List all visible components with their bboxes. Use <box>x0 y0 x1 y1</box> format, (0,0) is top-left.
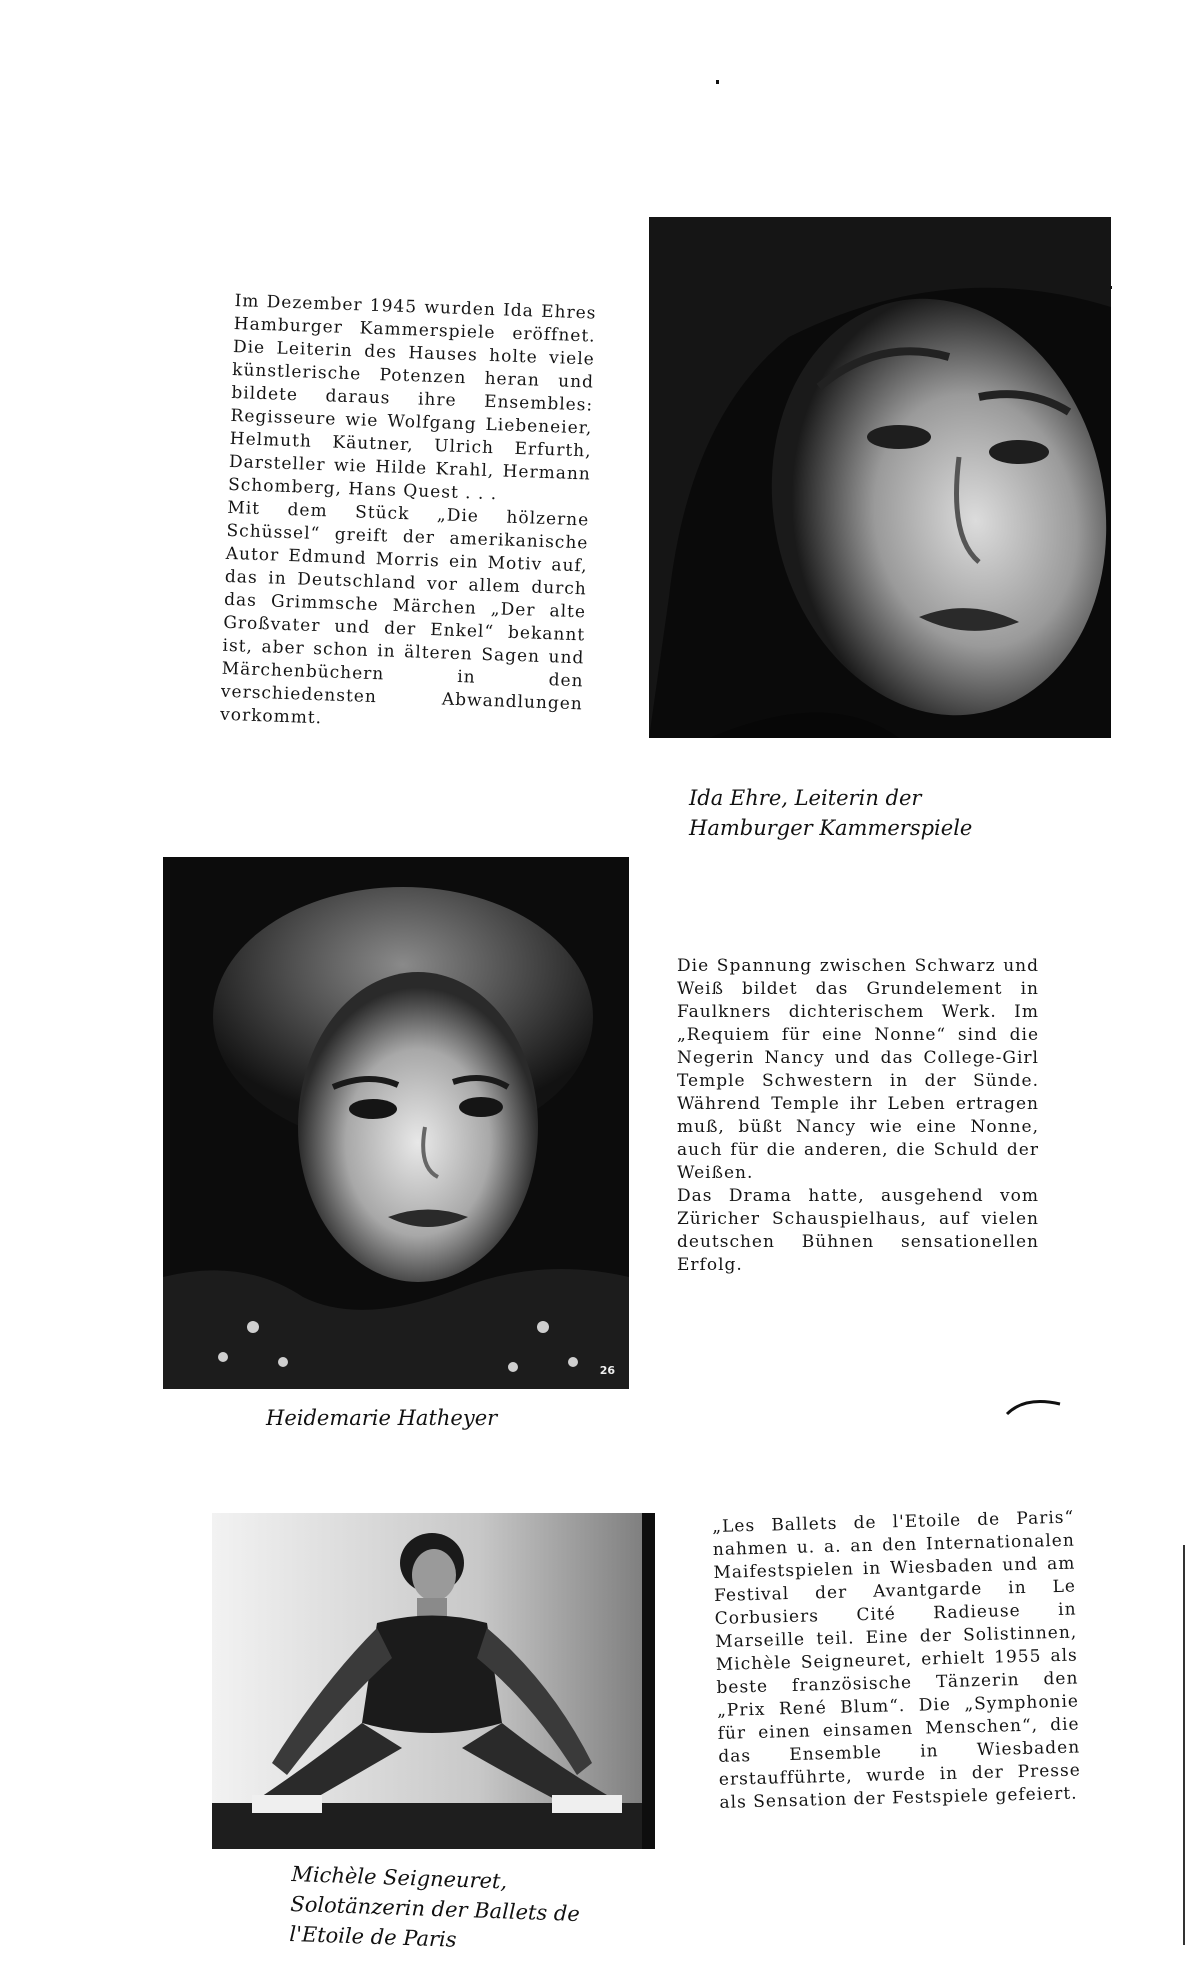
faulkner-paragraph: Die Spannung zwischen Schwarz und Weiß bildet das Grundelement in Faulkners dichterischem Werk. Im „Requiem für eine Nonne“ sind die Negerin Nancy und das College-Girl Temple Schwestern in der Sünde. Während Temple ihr Leben ertragen muß, büßt Nancy wie eine Nonne, auch für die anderen, die Schuld der Weißen. Das Drama hatte, ausgehend vom Züricher Schauspielhaus, auf vielen deutschen Bühnen sensationellen Erfolg. <box>677 956 1039 1275</box>
hatheyer-photo <box>163 857 629 1389</box>
ida-ehre-paragraph: Im Dezember 1945 wurden Ida Ehres Hamburger Kammerspiele eröffnet. Die Leiterin des Hauses holte viele künstlerische Potenzen heran und bildete daraus ihre Ensembles: Regisseure wie Wolfgang Liebeneier, Helmuth Käutner, Ulrich Erfurth, Darsteller wie Hilde Krahl, Hermann Schomberg, Hans Quest . . . Mit dem Stück „Die hölzerne Schüssel“ greift der amerikanische Autor Edmund Morris ein Motiv auf, das in Deutschland vor allem durch das Grimmsche Märchen „Der alte Großvater und der Enkel“ bekannt ist, aber schon in älteren Sagen und Märchenbüchern in den verschiedensten Abwandlungen vorkommt. <box>219 290 597 729</box>
photo-number: 26 <box>599 1364 615 1377</box>
ida-ehre-photo <box>649 217 1111 738</box>
margin-line <box>1183 1545 1185 1945</box>
ida-ehre-caption: Ida Ehre, Leiterin der Hamburger Kammerspiele <box>689 786 973 840</box>
stray-curve <box>1005 1390 1065 1420</box>
ballets-paragraph: „Les Ballets de l'Etoile de Paris“ nahmen u. a. an den Internationalen Maifestspielen in Wiesbaden und am Festival der Avantgarde in Le Corbusiers Cité Radieuse in Marseille teil. Eine der Solistinnen, Michèle Seigneuret, erhielt 1955 als beste französische Tänzerin den „Prix René Blum“. Die „Symphonie für einen einsamen Menschen“, die das Ensemble in Wiesbaden erstaufführte, wurde in der Presse als Sensation der Festspiele gefeiert. <box>712 1507 1082 1813</box>
seigneuret-caption: Michèle Seigneuret, Solotänzerin der Ballets de l'Etoile de Paris <box>288 1861 581 1952</box>
seigneuret-photo <box>212 1513 655 1849</box>
speck-mark <box>716 80 719 84</box>
hatheyer-caption: Heidemarie Hatheyer <box>266 1406 498 1430</box>
